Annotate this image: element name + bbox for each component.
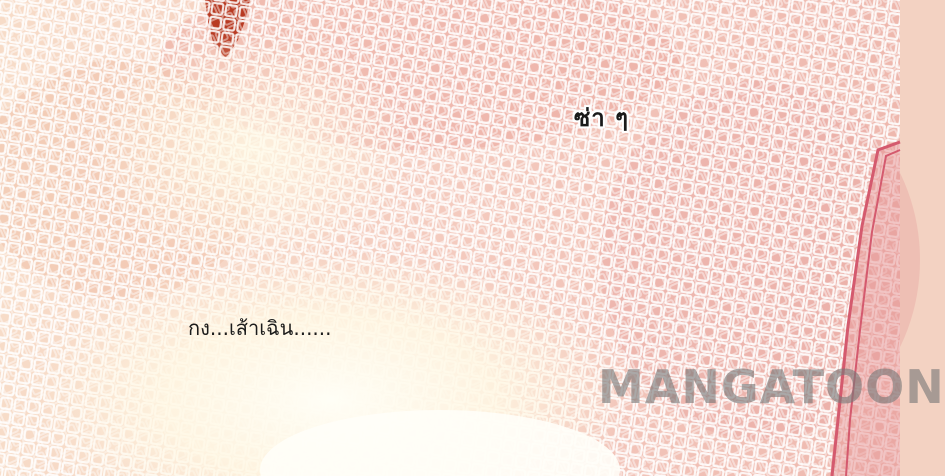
dialogue-text: กง...เส้าเฉิน...... (188, 316, 332, 340)
mangatoon-watermark: MANGATOON (598, 360, 945, 414)
sound-effect-text: ซ่า ๆ (574, 104, 630, 132)
